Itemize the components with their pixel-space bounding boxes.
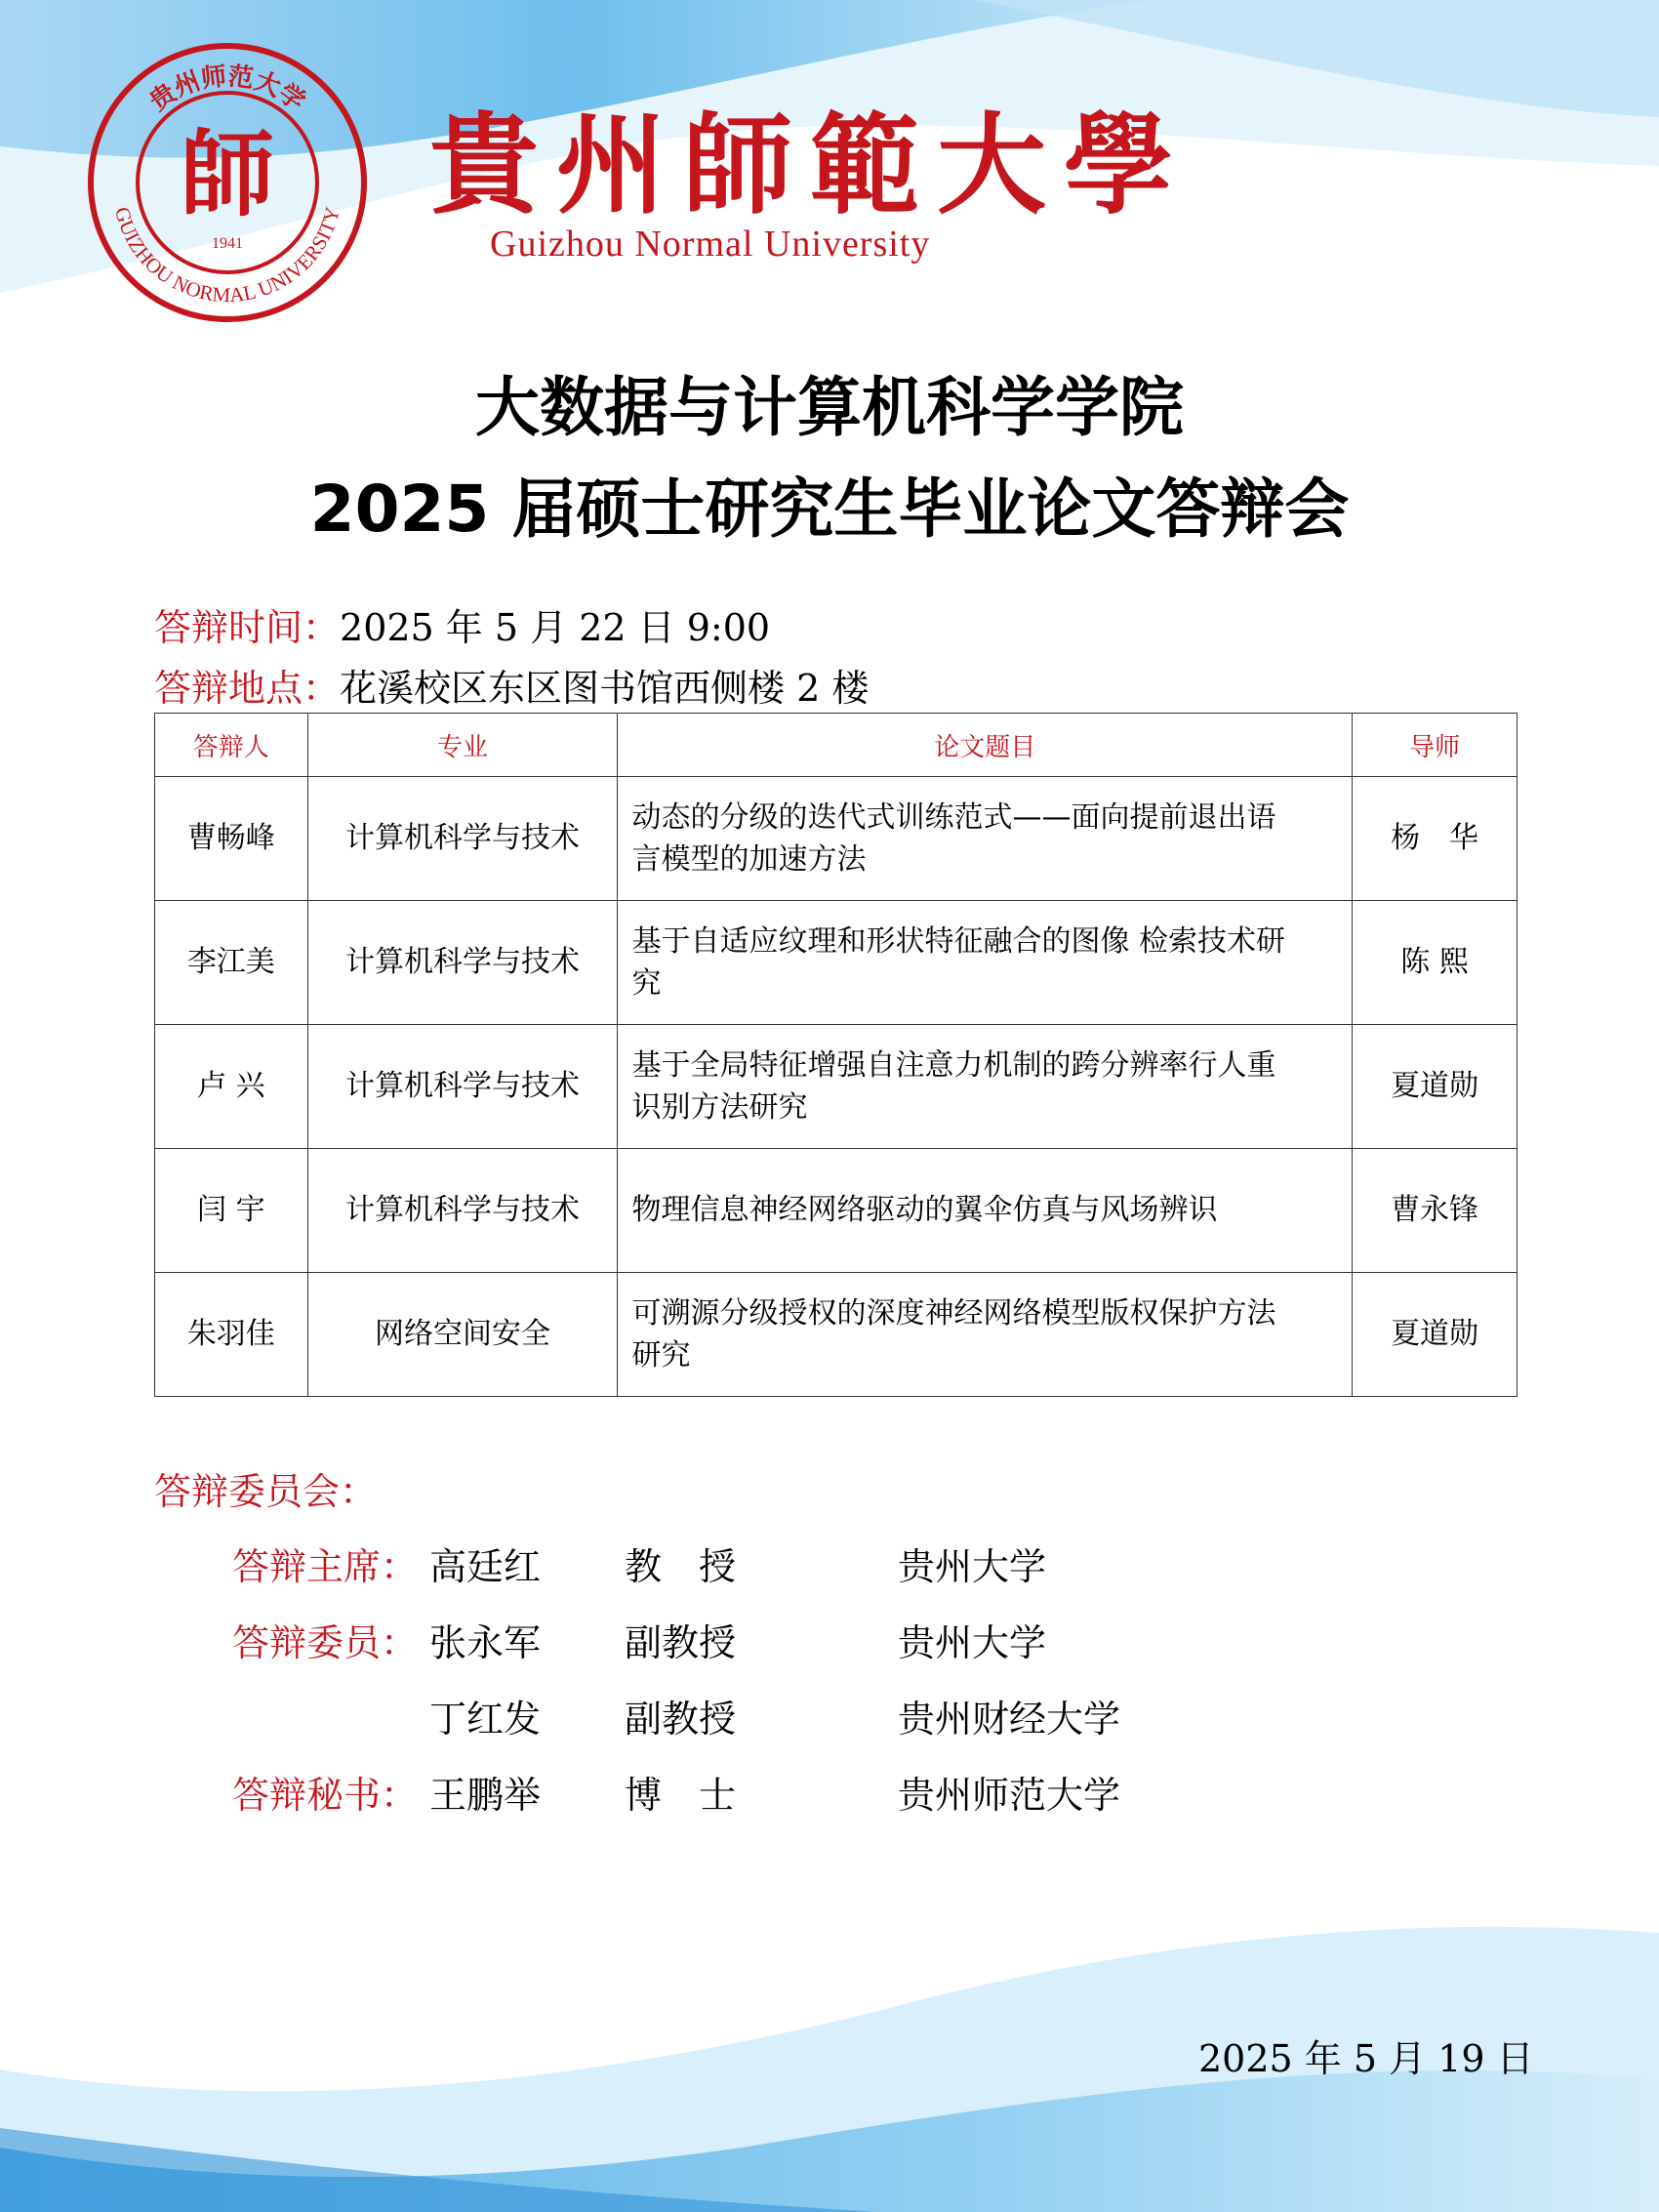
cell-major: 计算机科学与技术 (307, 901, 618, 1025)
defense-schedule-table (154, 713, 1517, 1397)
committee-member-row (232, 1613, 1046, 1666)
defense-place (154, 658, 869, 712)
member-name: 张永军 (429, 1621, 542, 1664)
cell-topic (618, 1273, 1353, 1397)
topic-line: 言模型的加速方法 (631, 842, 867, 877)
member-title: 副教授 (625, 1621, 737, 1664)
cell-topic (618, 1149, 1353, 1273)
svg-text:GUIZHOU NORMAL UNIVERSITY: GUIZHOU NORMAL UNIVERSITY (110, 204, 344, 307)
cell-student: 曹畅峰 (155, 777, 308, 901)
member-org: 贵州师范大学 (898, 1774, 1121, 1817)
member-name: 丁红发 (429, 1698, 542, 1741)
topic-line: 物理信息神经网络驱动的翼伞仿真与风场辨识 (631, 1193, 1218, 1228)
defense-time-value: 2025 年 5 月 22 日 9:00 (340, 606, 771, 649)
issue-date: 2025 年 5 月 19 日 (1198, 2037, 1534, 2080)
defense-place-value: 花溪校区东区图书馆西侧楼 2 楼 (340, 667, 870, 710)
col-header-topic: 论文题目 (618, 714, 1353, 777)
defense-time-label: 答辩时间： (154, 606, 341, 649)
table-row (155, 1149, 1517, 1273)
table-row (155, 1025, 1517, 1149)
svg-text:贵州师范大学: 贵州师范大学 (144, 61, 310, 117)
university-name-cn: 貴州師範大學 (429, 102, 1191, 229)
committee-member-row (232, 1689, 1120, 1742)
cell-major: 计算机科学与技术 (307, 1025, 618, 1149)
table-row (155, 901, 1517, 1025)
defense-place-label: 答辩地点： (154, 667, 341, 710)
topic-line: 识别方法研究 (631, 1090, 808, 1125)
topic-line: 研究 (631, 1338, 691, 1372)
cell-advisor: 夏道勋 (1353, 1025, 1517, 1149)
member-title: 副教授 (625, 1698, 737, 1741)
seal-glyph: 師 (181, 120, 274, 229)
seal-year: 1941 (212, 235, 243, 252)
committee-heading: 答辩委员会： (154, 1470, 378, 1513)
committee-member-row (232, 1765, 1120, 1819)
table-row (155, 1273, 1517, 1397)
topic-line: 究 (631, 966, 662, 1001)
page-title-event: 2025 届硕士研究生毕业论文答辩会 (309, 471, 1350, 547)
member-role: 答辩委员： (232, 1621, 419, 1664)
col-header-student: 答辩人 (155, 714, 308, 777)
committee-member-row (232, 1536, 1046, 1590)
cell-student: 闫 宇 (155, 1149, 308, 1273)
member-role: 答辩秘书： (232, 1774, 419, 1817)
table-header-row (155, 714, 1517, 777)
cell-student: 朱羽佳 (155, 1273, 308, 1397)
topic-line: 基于自适应纹理和形状特征融合的图像 检索技术研 (631, 923, 1286, 959)
member-org: 贵州大学 (898, 1545, 1047, 1588)
cell-student: 卢 兴 (155, 1025, 308, 1149)
member-role: 答辩主席： (232, 1545, 419, 1588)
member-name: 高廷红 (429, 1545, 542, 1588)
member-title: 博 士 (625, 1774, 737, 1817)
member-name: 王鹏举 (429, 1774, 542, 1817)
defense-time (154, 597, 770, 651)
cell-topic (618, 901, 1353, 1025)
cell-topic (618, 1025, 1353, 1149)
topic-line: 动态的分级的迭代式训练范式——面向提前退出语 (631, 799, 1276, 835)
cell-topic (618, 777, 1353, 901)
topic-line: 可溯源分级授权的深度神经网络模型版权保护方法 (631, 1295, 1276, 1331)
member-title: 教 授 (625, 1545, 737, 1588)
university-name-en: Guizhou Normal University (490, 224, 931, 265)
university-seal (86, 41, 369, 324)
topic-line: 基于全局特征增强自注意力机制的跨分辨率行人重 (631, 1047, 1276, 1083)
cell-major: 计算机科学与技术 (307, 777, 618, 901)
cell-advisor: 杨 华 (1353, 777, 1517, 901)
page-title-school: 大数据与计算机科学学院 (475, 370, 1184, 445)
cell-advisor: 陈 熙 (1353, 901, 1517, 1025)
cell-advisor: 夏道勋 (1353, 1273, 1517, 1397)
col-header-advisor: 导师 (1353, 714, 1517, 777)
cell-advisor: 曹永锋 (1353, 1149, 1517, 1273)
cell-major: 计算机科学与技术 (307, 1149, 618, 1273)
cell-major: 网络空间安全 (307, 1273, 618, 1397)
cell-student: 李江美 (155, 901, 308, 1025)
table-row (155, 777, 1517, 901)
member-org: 贵州财经大学 (898, 1698, 1121, 1741)
col-header-major: 专业 (307, 714, 618, 777)
member-org: 贵州大学 (898, 1621, 1047, 1664)
